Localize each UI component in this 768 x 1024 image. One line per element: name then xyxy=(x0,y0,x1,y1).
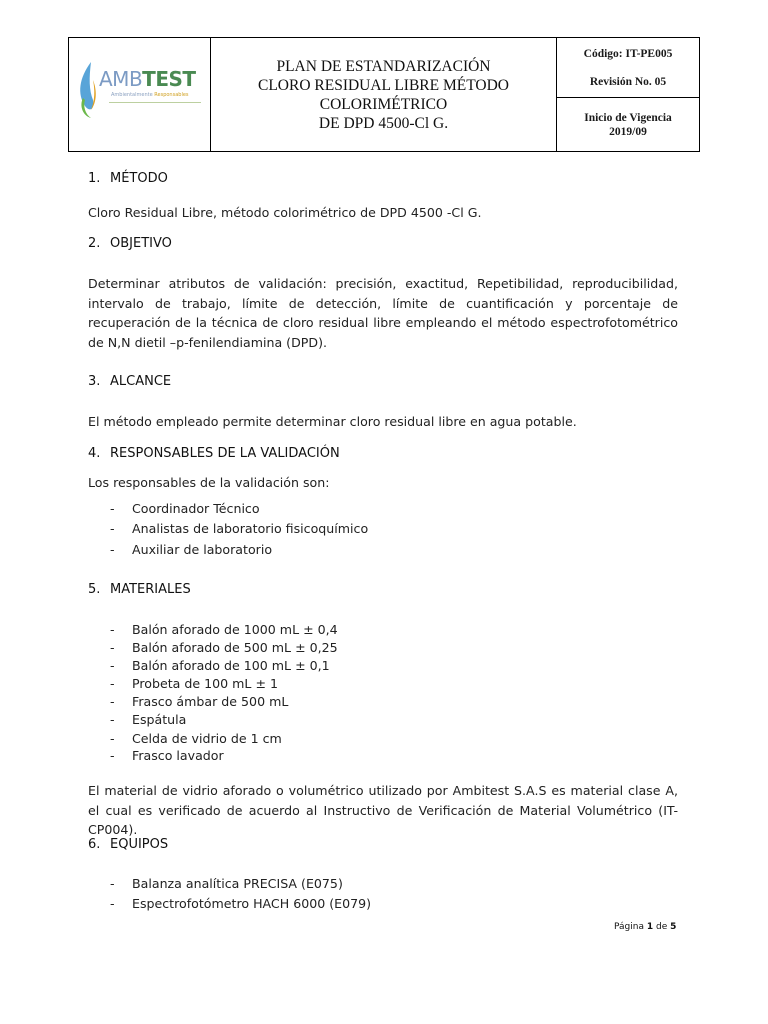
section-heading-1: 1. MÉTODO xyxy=(88,171,168,186)
code-revision-block xyxy=(557,38,699,98)
document-code: Código: IT-PE005 xyxy=(583,47,673,60)
section-heading-6: 6. EQUIPOS xyxy=(88,837,169,852)
meta-cell xyxy=(557,38,699,151)
logo-divider xyxy=(109,102,201,103)
logo-wordmark: AMBTEST xyxy=(99,67,196,91)
section-body-3: El método empleado permite determinar cloro residual libre en agua potable. xyxy=(88,414,577,429)
logo-tagline: Ambientalmente Responsables xyxy=(111,92,189,98)
title-line-4: DE DPD 4500-Cl G. xyxy=(318,114,449,132)
section-intro-4: Los responsables de la validación son: xyxy=(88,475,330,490)
validity-date: 2019/09 xyxy=(609,125,647,138)
section-body-1: Cloro Residual Libre, método colorimétrico de DPD 4500 -Cl G. xyxy=(88,205,482,220)
title-line-2: CLORO RESIDUAL LIBRE MÉTODO xyxy=(257,76,509,94)
section-body-2: Determinar atributos de validación: precisión, exactitud, Repetibilidad, reproducibilidad, intervalo de trabajo, límite de detección, límite de cuantificación y porcentaje de recuperación de la técnica de cloro residual libre empleando el método espectrofotométrico de N,N dietil –p-fenilendiamina (DPD). xyxy=(88,276,678,350)
document-header xyxy=(68,37,700,152)
title-line-1: PLAN DE ESTANDARIZACIÓN xyxy=(276,57,491,75)
logo-cell xyxy=(69,38,211,151)
section-heading-5: 5. MATERIALES xyxy=(88,582,191,597)
section-heading-3: 3. ALCANCE xyxy=(88,374,172,389)
section-note-5: El material de vidrio aforado o volumétrico utilizado por Ambitest S.A.S es material clase A, el cual es verificado de acuerdo al Instructivo de Verificación de Material Volumétrico (IT-CP004). xyxy=(88,783,678,837)
section-heading-2: 2. OBJETIVO xyxy=(88,236,172,251)
title-line-3: COLORIMÉTRICO xyxy=(319,95,448,113)
validity-label: Inicio de Vigencia xyxy=(584,111,672,124)
drop-icon xyxy=(77,60,99,120)
revision-number: Revisión No. 05 xyxy=(589,75,667,88)
validity-block xyxy=(557,98,699,151)
page-number: Página 1 de 5 xyxy=(614,922,677,932)
section-heading-4: 4. RESPONSABLES DE LA VALIDACIÓN xyxy=(88,446,340,461)
document-title xyxy=(211,38,557,151)
